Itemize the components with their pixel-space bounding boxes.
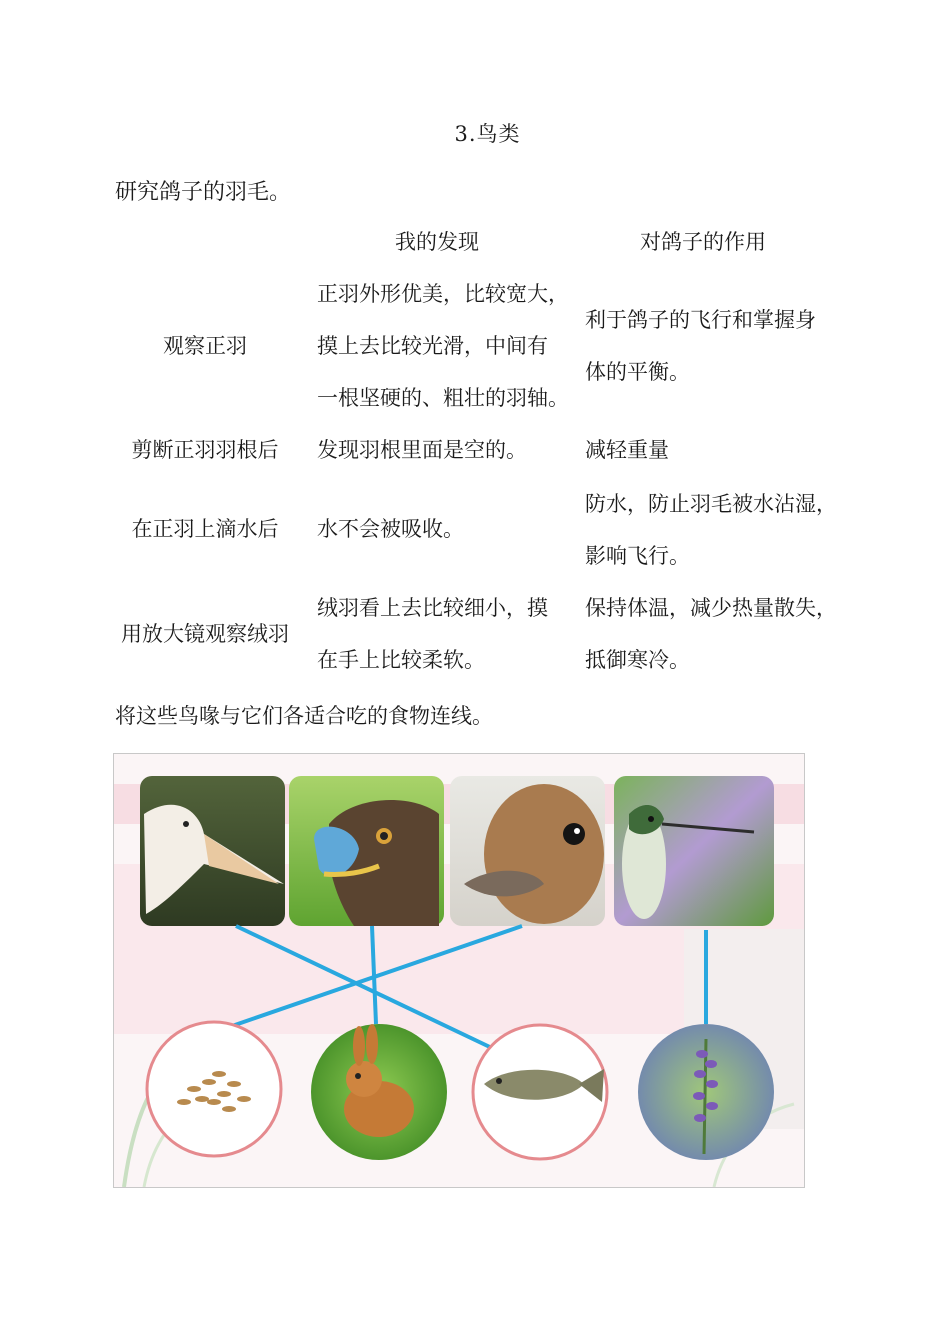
- row4-label: 用放大镜观察绒羽: [121, 622, 289, 646]
- row3-label: 在正羽上滴水后: [131, 517, 279, 541]
- row1-effect-line1: 利于鸽子的飞行和掌握身: [585, 308, 816, 332]
- row4-effect-line1: 保持体温，减少热量散失，: [585, 596, 837, 620]
- row3-effect-line1: 防水，防止羽毛被水沾湿，: [585, 492, 837, 516]
- row2-finding: 发现羽根里面是空的。: [317, 438, 527, 462]
- row3-finding: 水不会被吸收。: [317, 517, 464, 541]
- header-effect: 对鸽子的作用: [640, 230, 766, 254]
- eagle-image: [289, 776, 444, 926]
- row4-effect-line2: 抵御寒冷。: [585, 648, 690, 672]
- row1-finding-line2: 摸上去比较光滑，中间有: [317, 334, 548, 358]
- row1-finding-line3: 一根坚硬的、粗壮的羽轴。: [317, 386, 569, 410]
- intro-text: 研究鸽子的羽毛。: [115, 180, 292, 205]
- sparrow-image: [450, 776, 605, 926]
- row1-label: 观察正羽: [163, 334, 247, 358]
- pelican-image: [140, 776, 285, 926]
- figure-illustration: [114, 754, 804, 1187]
- row4-finding-line1: 绒羽看上去比较细小，摸: [317, 596, 548, 620]
- row2-label: 剪断正羽羽根后: [131, 438, 279, 462]
- question-text: 将这些鸟喙与它们各适合吃的食物连线。: [115, 704, 493, 728]
- flower-image: [638, 1024, 774, 1160]
- page-title: 3.鸟类: [454, 122, 521, 146]
- row1-finding-line1: 正羽外形优美，比较宽大，: [317, 282, 569, 306]
- rabbit-image: [311, 1024, 447, 1160]
- fish-image: [473, 1025, 607, 1159]
- row1-effect-line2: 体的平衡。: [585, 360, 690, 384]
- row2-effect: 减轻重量: [585, 438, 669, 462]
- beak-food-figure: [113, 753, 805, 1188]
- row4-finding-line2: 在手上比较柔软。: [317, 648, 485, 672]
- header-findings: 我的发现: [395, 230, 479, 254]
- seeds-image: [147, 1022, 281, 1156]
- hummingbird-image: [614, 776, 774, 926]
- row3-effect-line2: 影响飞行。: [585, 544, 690, 568]
